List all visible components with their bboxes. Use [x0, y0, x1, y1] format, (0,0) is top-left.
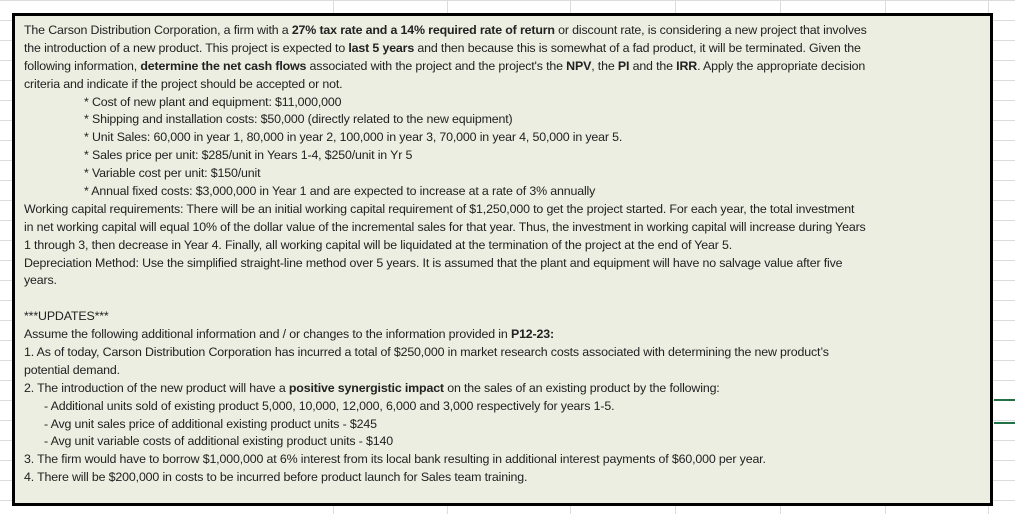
text-line [24, 165, 867, 183]
text-line [24, 255, 867, 273]
text-line [24, 326, 867, 344]
text-segment: 3. The firm would have to borrow $1,000,000 at 6% interest from its local bank resulting in additional interest payments of $60,000 per year. [24, 452, 766, 467]
text-segment: 4. There will be $200,000 in costs to be incurred before product launch for Sales team training. [24, 470, 528, 485]
cell-selection-border [994, 399, 1015, 401]
text-segment: on the sales of an existing product by the following: [443, 380, 720, 395]
text-line [24, 469, 867, 487]
text-segment: ***UPDATES*** [24, 309, 109, 324]
text-line [24, 219, 867, 237]
text-segment: 2. The introduction of the new product will have a [24, 380, 289, 395]
text-segment: * Shipping and installation costs: $50,000 (directly related to the new equipment) [84, 112, 513, 127]
text-segment: and then because this is somewhat of a fad product, it will be terminated. Given the [414, 40, 861, 55]
bold-text: positive synergistic impact [288, 380, 444, 395]
text-line [24, 58, 867, 76]
text-line [24, 398, 867, 416]
text-line [24, 147, 867, 165]
text-segment: following information, [24, 58, 141, 73]
bold-text: P12-23: [510, 327, 554, 342]
text-segment: * Annual fixed costs: $3,000,000 in Year 1 and are expected to increase at a rate of 3% annually [84, 184, 596, 199]
bold-text: last 5 years [348, 40, 415, 55]
text-segment: potential demand. [24, 362, 120, 377]
text-line [24, 129, 867, 147]
bold-text: IRR [676, 58, 698, 73]
text-segment: - Additional units sold of existing product 5,000, 10,000, 12,000, 6,000 and 3,000 respectively for years 1-5. [44, 398, 615, 413]
text-line [24, 380, 867, 398]
text-segment: the introduction of a new product. This project is expected to [24, 40, 349, 55]
text-line [24, 272, 867, 290]
cell-selection-border [994, 422, 1015, 424]
text-line [24, 290, 867, 308]
text-segment: Working capital requirements: There will be an initial working capital requirement of $1,250,000 to get the project started. For each year, the total investment [24, 201, 855, 216]
text-segment: or discount rate, is considering a new project that involves [554, 23, 867, 37]
text-line [24, 451, 867, 469]
text-segment: in net working capital will equal 10% of the dollar value of the incremental sales for that year. Thus, the investment in working capital will increase during Years [24, 219, 866, 234]
text-line [24, 76, 867, 94]
text-segment: criteria and indicate if the project should be accepted or not. [24, 76, 343, 91]
text-line [24, 183, 867, 201]
problem-text [24, 22, 867, 487]
problem-text-box[interactable] [12, 13, 993, 506]
bold-text: PI [617, 58, 630, 73]
bold-text: NPV [566, 58, 592, 73]
bold-text: determine the net cash flows [140, 58, 307, 73]
text-segment: . Apply the appropriate decision [697, 58, 866, 73]
text-segment: years. [24, 273, 57, 288]
text-segment: * Sales price per unit: $285/unit in Years 1-4, $250/unit in Yr 5 [84, 148, 413, 163]
bold-text: 27% tax rate and a 14% required rate of return [291, 23, 555, 37]
text-segment: associated with the project and the project's the [306, 58, 567, 73]
text-line [24, 344, 867, 362]
text-line [24, 40, 867, 58]
text-segment: Assume the following additional information and / or changes to the information provided in [24, 327, 511, 342]
text-line [24, 237, 867, 255]
text-segment: * Unit Sales: 60,000 in year 1, 80,000 in year 2, 100,000 in year 3, 70,000 in year 4, 50,000 in year 5. [84, 130, 623, 145]
text-segment: * Variable cost per unit: $150/unit [84, 166, 261, 181]
text-segment: * Cost of new plant and equipment: $11,000,000 [84, 94, 342, 109]
text-line [24, 22, 867, 40]
text-segment: , the [591, 58, 618, 73]
text-segment: and the [629, 58, 677, 73]
text-segment: - Avg unit variable costs of additional existing product units - $140 [44, 434, 393, 449]
text-line [24, 308, 867, 326]
text-line [24, 433, 867, 451]
text-line [24, 362, 867, 380]
text-line [24, 111, 867, 129]
text-segment: 1 through 3, then decrease in Year 4. Finally, all working capital will be liquidated at the termination of the project at the end of Year 5. [24, 237, 733, 252]
text-line [24, 201, 867, 219]
text-segment: - Avg unit sales price of additional existing product units - $245 [44, 416, 377, 431]
text-line [24, 416, 867, 434]
text-segment: The Carson Distribution Corporation, a firm with a [24, 23, 292, 37]
text-segment: 1. As of today, Carson Distribution Corporation has incurred a total of $250,000 in market research costs associated with determining the new product’s [24, 345, 829, 360]
text-segment: Depreciation Method: Use the simplified straight-line method over 5 years. It is assumed that the plant and equipment will have no salvage value after five [24, 255, 843, 270]
text-line [24, 94, 867, 112]
